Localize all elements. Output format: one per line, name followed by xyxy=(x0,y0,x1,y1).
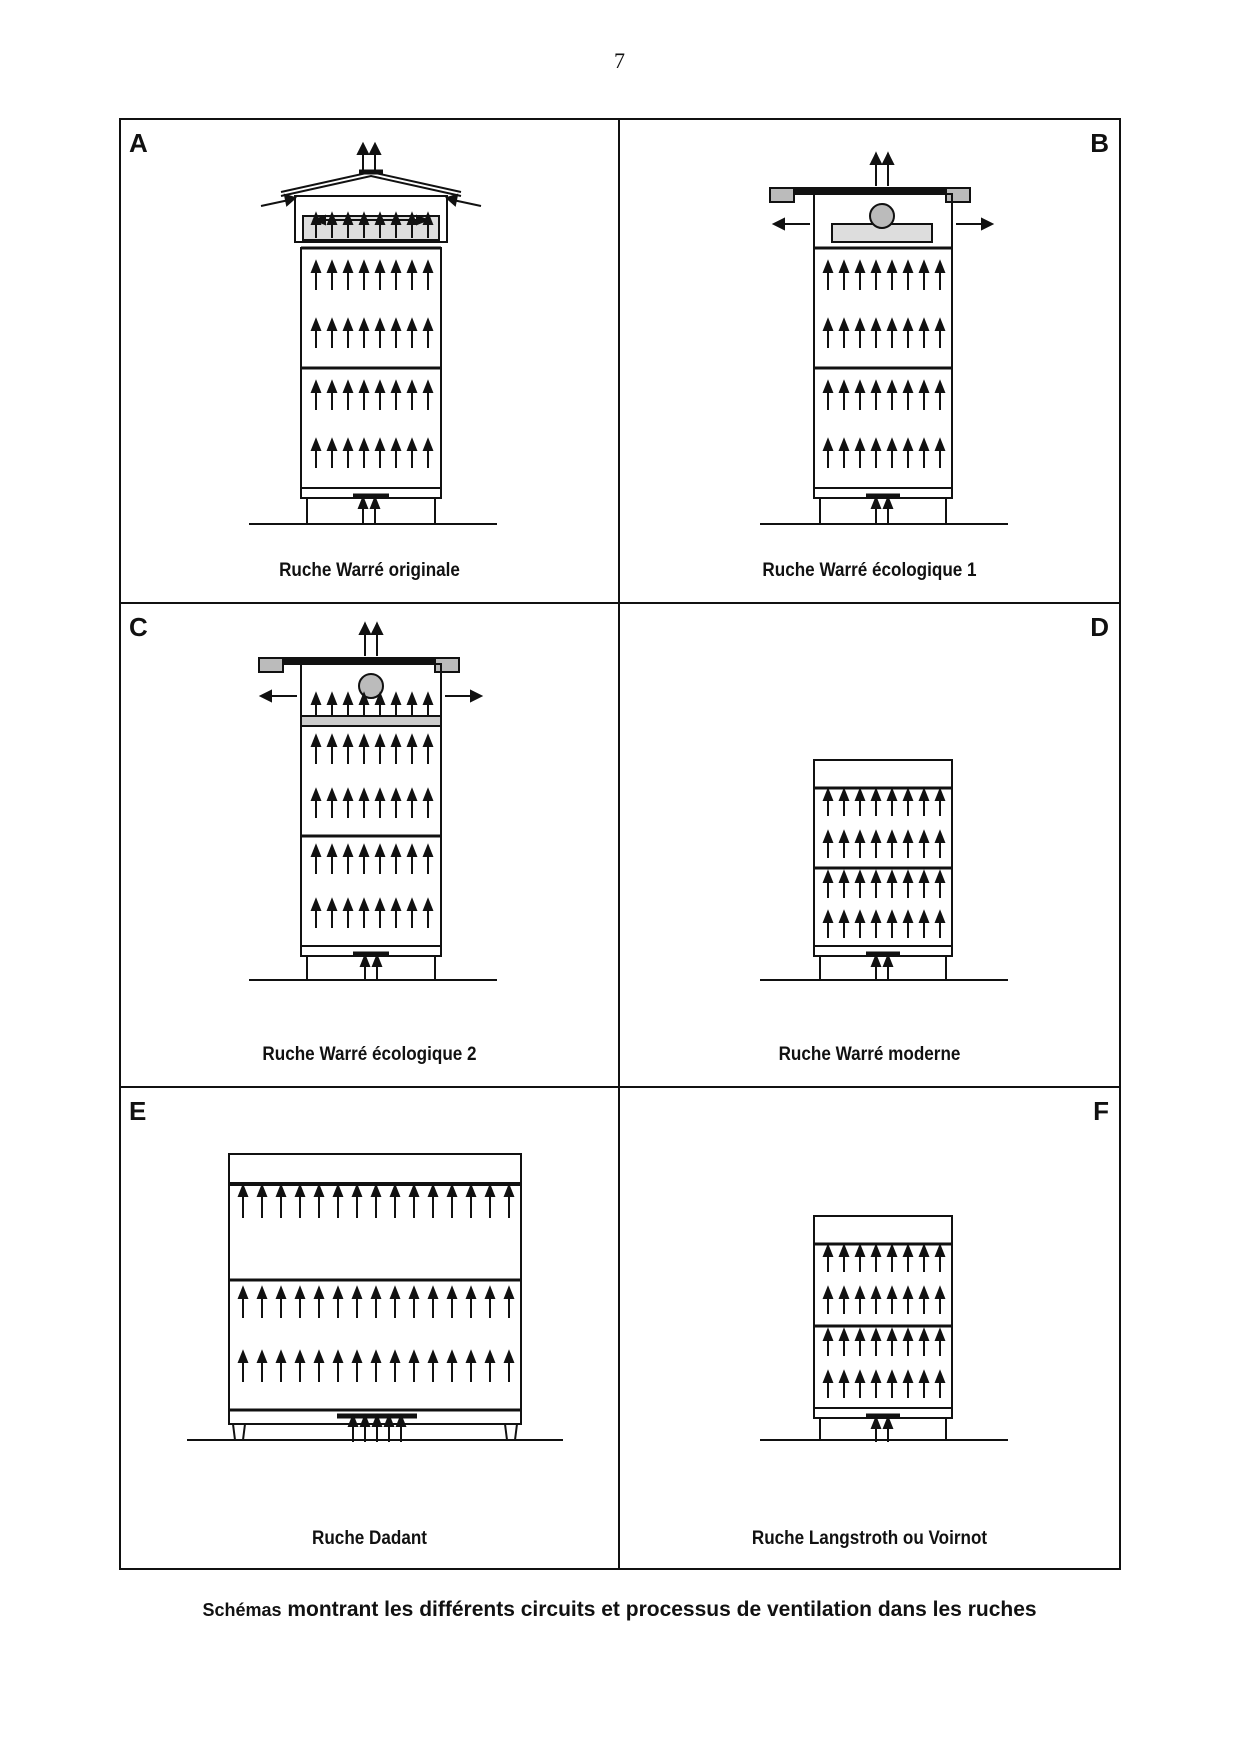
airflow-arrowhead xyxy=(312,900,320,910)
airflow-arrowhead xyxy=(312,694,320,704)
hive-diagram-langstroth-voirnot xyxy=(620,1088,1119,1570)
airflow-arrowhead xyxy=(391,1352,399,1362)
airflow-arrowhead xyxy=(505,1352,513,1362)
airflow-arrowhead xyxy=(872,956,880,966)
airflow-arrowhead xyxy=(344,440,352,450)
airflow-arrowhead xyxy=(840,1330,848,1340)
airflow-arrowhead xyxy=(353,1352,361,1362)
airflow-arrowhead xyxy=(277,1288,285,1298)
airflow-arrowhead xyxy=(824,1246,832,1256)
airflow-arrowhead xyxy=(392,440,400,450)
airflow-arrowhead xyxy=(408,900,416,910)
airflow-arrowhead xyxy=(408,382,416,392)
airflow-arrowhead xyxy=(904,1246,912,1256)
airflow-arrowhead xyxy=(856,790,864,800)
airflow-arrowhead xyxy=(824,262,832,272)
airflow-arrowhead xyxy=(344,900,352,910)
airflow-arrowhead xyxy=(872,382,880,392)
airflow-arrowhead xyxy=(312,440,320,450)
airflow-arrowhead xyxy=(410,1186,418,1196)
airflow-arrowhead xyxy=(872,832,880,842)
airflow-arrowhead xyxy=(920,790,928,800)
page-number: 7 xyxy=(614,48,625,73)
airflow-arrowhead xyxy=(448,1352,456,1362)
airflow-arrowhead xyxy=(328,790,336,800)
airflow-arrowhead xyxy=(904,1372,912,1382)
airflow-arrowhead xyxy=(392,694,400,704)
airflow-arrowhead xyxy=(467,1186,475,1196)
hive-diagram-warre-originale xyxy=(121,120,620,604)
airflow-arrowhead xyxy=(920,832,928,842)
airflow-arrowhead xyxy=(872,440,880,450)
airflow-arrowhead xyxy=(410,1288,418,1298)
airflow-arrowhead xyxy=(904,912,912,922)
airflow-arrowhead xyxy=(312,736,320,746)
airflow-arrowhead xyxy=(936,832,944,842)
airflow-arrowhead xyxy=(424,846,432,856)
airflow-arrowhead xyxy=(360,262,368,272)
airflow-arrowhead xyxy=(824,832,832,842)
figure-caption-first-word: Schémas xyxy=(202,1600,282,1620)
airflow-arrowhead xyxy=(872,1372,880,1382)
airflow-arrowhead xyxy=(840,320,848,330)
airflow-arrowhead xyxy=(328,262,336,272)
panel-letter: B xyxy=(1090,128,1109,158)
airflow-arrowhead xyxy=(884,1418,892,1428)
airflow-arrowhead xyxy=(448,1288,456,1298)
airflow-arrowhead xyxy=(277,1352,285,1362)
airflow-arrowhead xyxy=(373,956,381,966)
airflow-arrowhead xyxy=(277,1186,285,1196)
airflow-arrowhead xyxy=(920,262,928,272)
airflow-arrowhead xyxy=(344,320,352,330)
airflow-arrowhead xyxy=(391,1186,399,1196)
airflow-arrowhead xyxy=(373,624,381,634)
airflow-arrowhead xyxy=(856,1246,864,1256)
hive-diagram-dadant xyxy=(121,1088,620,1570)
panel-caption: Ruche Warré originale xyxy=(279,560,460,581)
airflow-arrowhead xyxy=(888,832,896,842)
airflow-arrowhead xyxy=(328,440,336,450)
airflow-arrowhead xyxy=(486,1352,494,1362)
airflow-arrowhead xyxy=(360,440,368,450)
airflow-arrowhead xyxy=(424,440,432,450)
airflow-arrowhead xyxy=(904,320,912,330)
airflow-arrowhead xyxy=(824,790,832,800)
airflow-arrowhead xyxy=(424,382,432,392)
airflow-arrowhead xyxy=(904,1330,912,1340)
panel-letter: C xyxy=(129,612,148,642)
airflow-arrowhead xyxy=(239,1288,247,1298)
panel-letter: D xyxy=(1090,612,1109,642)
panel-d xyxy=(620,604,1119,1088)
airflow-arrowhead xyxy=(376,320,384,330)
airflow-arrowhead xyxy=(372,1352,380,1362)
airflow-arrowhead xyxy=(360,320,368,330)
airflow-arrowhead xyxy=(840,262,848,272)
airflow-arrowhead xyxy=(315,1352,323,1362)
airflow-arrowhead xyxy=(936,1330,944,1340)
panel-caption: Ruche Warré écologique 2 xyxy=(262,1044,477,1065)
hive-diagram-warre-ecologique-1 xyxy=(620,120,1119,604)
airflow-arrowhead xyxy=(315,1288,323,1298)
airflow-arrowhead xyxy=(872,1330,880,1340)
airflow-arrowhead xyxy=(467,1352,475,1362)
panel-caption: Ruche Langstroth ou Voirnot xyxy=(751,1528,988,1549)
airflow-arrowhead xyxy=(840,872,848,882)
airflow-arrowhead xyxy=(376,846,384,856)
airflow-arrowhead xyxy=(888,1372,896,1382)
airflow-arrowhead xyxy=(408,790,416,800)
airflow-arrowhead xyxy=(904,832,912,842)
airflow-arrowhead xyxy=(920,1330,928,1340)
airflow-arrowhead xyxy=(344,790,352,800)
airflow-arrowhead xyxy=(856,872,864,882)
airflow-arrowhead xyxy=(360,736,368,746)
airflow-arrowhead xyxy=(360,382,368,392)
airflow-arrowhead xyxy=(856,1288,864,1298)
airflow-arrowhead xyxy=(872,912,880,922)
airflow-arrowhead xyxy=(936,1288,944,1298)
airflow-arrowhead xyxy=(328,694,336,704)
airflow-arrowhead xyxy=(840,1246,848,1256)
airflow-arrowhead xyxy=(334,1288,342,1298)
airflow-arrowhead xyxy=(872,1418,880,1428)
airflow-arrowhead xyxy=(840,832,848,842)
airflow-arrowhead xyxy=(888,912,896,922)
airflow-arrowhead xyxy=(872,320,880,330)
airflow-arrowhead xyxy=(315,1186,323,1196)
airflow-arrowhead xyxy=(424,790,432,800)
airflow-arrowhead xyxy=(856,382,864,392)
airflow-arrowhead xyxy=(334,1186,342,1196)
airflow-arrowhead xyxy=(872,1288,880,1298)
airflow-arrowhead xyxy=(408,262,416,272)
airflow-arrowhead xyxy=(824,872,832,882)
hive-diagram-warre-moderne xyxy=(620,604,1119,1088)
airflow-arrowhead xyxy=(824,1372,832,1382)
airflow-arrowhead xyxy=(312,262,320,272)
airflow-arrowhead xyxy=(920,1288,928,1298)
airflow-arrowhead xyxy=(296,1186,304,1196)
airflow-arrowhead xyxy=(408,694,416,704)
airflow-arrowhead xyxy=(884,498,892,508)
panel-letter: E xyxy=(129,1096,147,1126)
airflow-arrowhead xyxy=(408,846,416,856)
airflow-arrowhead xyxy=(448,1186,456,1196)
airflow-arrowhead xyxy=(856,262,864,272)
airflow-arrowhead xyxy=(376,900,384,910)
airflow-arrowhead xyxy=(856,1372,864,1382)
airflow-arrowhead xyxy=(486,1186,494,1196)
airflow-arrowhead xyxy=(920,1372,928,1382)
airflow-arrowhead xyxy=(429,1352,437,1362)
airflow-arrowhead xyxy=(872,154,880,164)
airflow-arrowhead xyxy=(429,1288,437,1298)
airflow-arrowhead xyxy=(936,440,944,450)
airflow-arrowhead xyxy=(392,736,400,746)
airflow-arrowhead xyxy=(872,498,880,508)
panel-b xyxy=(620,120,1119,604)
panel-letter: A xyxy=(129,128,148,158)
airflow-arrowhead xyxy=(904,262,912,272)
airflow-arrowhead xyxy=(328,900,336,910)
airflow-arrowhead xyxy=(936,1246,944,1256)
airflow-arrowhead xyxy=(312,790,320,800)
airflow-arrowhead xyxy=(904,382,912,392)
airflow-arrowhead xyxy=(361,624,369,634)
airflow-arrowhead xyxy=(424,900,432,910)
airflow-arrowhead xyxy=(936,1372,944,1382)
airflow-arrowhead xyxy=(239,1186,247,1196)
airflow-arrowhead xyxy=(376,790,384,800)
panel-caption: Ruche Dadant xyxy=(312,1528,427,1549)
airflow-arrowhead xyxy=(392,846,400,856)
airflow-arrowhead xyxy=(856,320,864,330)
airflow-arrowhead xyxy=(888,262,896,272)
airflow-arrowhead xyxy=(296,1352,304,1362)
airflow-arrowhead xyxy=(856,440,864,450)
airflow-arrowhead xyxy=(888,320,896,330)
panel-a xyxy=(121,120,620,604)
airflow-arrowhead xyxy=(904,872,912,882)
airflow-arrowhead xyxy=(872,872,880,882)
airflow-arrowhead xyxy=(424,736,432,746)
airflow-arrowhead xyxy=(824,912,832,922)
airflow-arrowhead xyxy=(824,382,832,392)
airflow-arrowhead xyxy=(360,846,368,856)
panel-f xyxy=(620,1088,1119,1570)
airflow-arrowhead xyxy=(888,790,896,800)
panel-caption: Ruche Warré moderne xyxy=(778,1044,961,1065)
figure-caption xyxy=(0,1598,1239,1622)
airflow-arrowhead xyxy=(353,1288,361,1298)
airflow-arrowhead xyxy=(328,382,336,392)
airflow-arrowhead xyxy=(344,694,352,704)
airflow-arrowhead xyxy=(856,912,864,922)
airflow-arrowhead xyxy=(328,846,336,856)
airflow-arrowhead xyxy=(888,1288,896,1298)
airflow-arrowhead xyxy=(258,1186,266,1196)
airflow-arrowhead xyxy=(328,320,336,330)
airflow-arrowhead xyxy=(361,956,369,966)
airflow-arrowhead xyxy=(888,872,896,882)
airflow-arrowhead xyxy=(824,1288,832,1298)
airflow-arrowhead xyxy=(429,1186,437,1196)
airflow-arrowhead xyxy=(376,262,384,272)
airflow-arrowhead xyxy=(376,736,384,746)
airflow-arrowhead xyxy=(372,1186,380,1196)
hive-diagram-warre-ecologique-2 xyxy=(121,604,620,1088)
airflow-arrowhead xyxy=(824,320,832,330)
airflow-arrowhead xyxy=(424,320,432,330)
airflow-arrowhead xyxy=(872,790,880,800)
airflow-arrowhead xyxy=(936,790,944,800)
diagram-grid xyxy=(119,118,1121,1570)
airflow-arrowhead xyxy=(258,1288,266,1298)
airflow-arrowhead xyxy=(920,382,928,392)
airflow-arrowhead xyxy=(344,846,352,856)
airflow-arrowhead xyxy=(392,382,400,392)
airflow-arrowhead xyxy=(888,382,896,392)
airflow-arrowhead xyxy=(920,1246,928,1256)
airflow-arrowhead xyxy=(840,440,848,450)
airflow-arrowhead xyxy=(872,1246,880,1256)
airflow-arrowhead xyxy=(904,1288,912,1298)
airflow-arrowhead xyxy=(334,1352,342,1362)
airflow-arrowhead xyxy=(856,832,864,842)
airflow-arrowhead xyxy=(392,320,400,330)
airflow-arrowhead xyxy=(884,154,892,164)
airflow-arrowhead xyxy=(328,736,336,746)
airflow-arrowhead xyxy=(408,320,416,330)
airflow-arrowhead xyxy=(486,1288,494,1298)
airflow-arrowhead xyxy=(840,790,848,800)
airflow-arrowhead xyxy=(888,1330,896,1340)
airflow-arrowhead xyxy=(505,1186,513,1196)
airflow-arrowhead xyxy=(936,872,944,882)
airflow-arrowhead xyxy=(888,440,896,450)
airflow-arrowhead xyxy=(344,736,352,746)
airflow-arrowhead xyxy=(467,1288,475,1298)
airflow-arrowhead xyxy=(424,694,432,704)
airflow-arrowhead xyxy=(904,790,912,800)
airflow-arrowhead xyxy=(258,1352,266,1362)
airflow-arrowhead xyxy=(360,900,368,910)
airflow-arrowhead xyxy=(391,1288,399,1298)
airflow-arrowhead xyxy=(408,440,416,450)
figure-caption-rest: montrant les différents circuits et processus de ventilation dans les ruches xyxy=(281,1598,1037,1621)
airflow-arrowhead xyxy=(312,846,320,856)
airflow-arrowhead xyxy=(840,912,848,922)
airflow-arrowhead xyxy=(920,872,928,882)
airflow-arrowhead xyxy=(424,262,432,272)
airflow-arrowhead xyxy=(505,1288,513,1298)
airflow-arrowhead xyxy=(360,790,368,800)
airflow-arrowhead xyxy=(239,1352,247,1362)
airflow-arrowhead xyxy=(392,262,400,272)
airflow-arrowhead xyxy=(888,1246,896,1256)
airflow-arrowhead xyxy=(920,320,928,330)
airflow-arrowhead xyxy=(904,440,912,450)
airflow-arrowhead xyxy=(344,262,352,272)
airflow-arrowhead xyxy=(344,382,352,392)
airflow-arrowhead xyxy=(884,956,892,966)
airflow-arrowhead xyxy=(408,736,416,746)
airflow-arrowhead xyxy=(840,1372,848,1382)
airflow-arrowhead xyxy=(920,912,928,922)
airflow-arrowhead xyxy=(824,1330,832,1340)
airflow-arrowhead xyxy=(392,900,400,910)
airflow-arrowhead xyxy=(824,440,832,450)
airflow-arrowhead xyxy=(376,382,384,392)
airflow-arrowhead xyxy=(936,262,944,272)
panel-caption: Ruche Warré écologique 1 xyxy=(762,560,977,581)
airflow-arrowhead xyxy=(920,440,928,450)
airflow-arrowhead xyxy=(936,912,944,922)
airflow-arrowhead xyxy=(312,382,320,392)
panel-e xyxy=(121,1088,620,1570)
airflow-arrowhead xyxy=(296,1288,304,1298)
airflow-arrowhead xyxy=(856,1330,864,1340)
airflow-arrowhead xyxy=(372,1288,380,1298)
airflow-arrowhead xyxy=(312,320,320,330)
airflow-arrowhead xyxy=(359,498,367,508)
airflow-arrowhead xyxy=(353,1186,361,1196)
airflow-arrowhead xyxy=(410,1352,418,1362)
airflow-arrowhead xyxy=(376,440,384,450)
airflow-arrowhead xyxy=(936,320,944,330)
airflow-arrowhead xyxy=(371,498,379,508)
airflow-arrowhead xyxy=(936,382,944,392)
panel-c xyxy=(121,604,620,1088)
airflow-arrowhead xyxy=(840,382,848,392)
airflow-arrowhead xyxy=(392,790,400,800)
airflow-arrowhead xyxy=(872,262,880,272)
airflow-arrowhead xyxy=(840,1288,848,1298)
panel-letter: F xyxy=(1093,1096,1109,1126)
